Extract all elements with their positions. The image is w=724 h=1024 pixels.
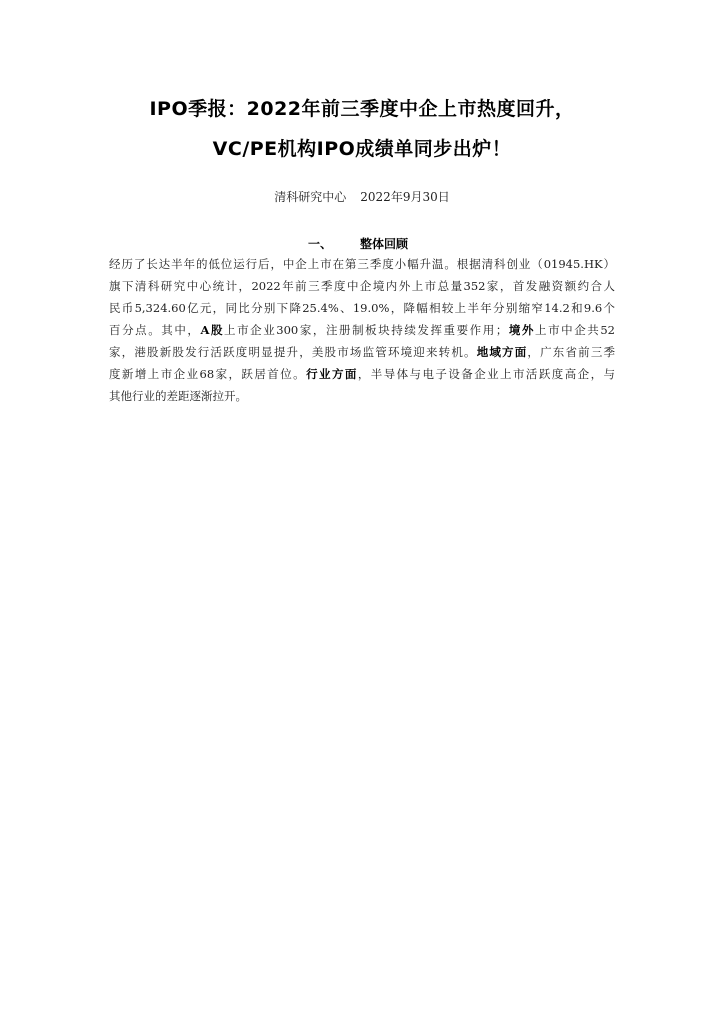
bold-text-run: 行业方面 (306, 367, 358, 381)
byline (60, 188, 664, 205)
paragraph-line (109, 341, 615, 363)
body-paragraph (109, 253, 615, 407)
text-run: ，半导体与电子设备企业上市活跃度高企，与 (357, 367, 615, 381)
bold-text-run: A股 (200, 323, 225, 337)
section-title: 整体回顾 (360, 237, 409, 251)
text-run: 家，港股新股发行活跃度明显提升，美股市场监管环境迎来转机。 (109, 345, 477, 359)
text-run: 其他行业的差距逐渐拉开。 (109, 389, 247, 403)
section-number: 一、 (308, 237, 333, 251)
section-heading (308, 235, 408, 252)
text-run: 民币5,324.60亿元，同比分别下降25.4%、19.0%，降幅相较上半年分别缩窄14.2和9.6个 (109, 301, 615, 315)
paragraph-line (109, 319, 615, 341)
text-run: 旗下清科研究中心统计，2022年前三季度中企境内外上市总量352家，首发融资额约合人 (109, 279, 615, 293)
text-run: 上市中企共52 (535, 323, 615, 337)
byline-organization: 清科研究中心 (274, 190, 347, 204)
text-run: 百分点。其中， (109, 323, 201, 337)
paragraph-line (109, 363, 615, 385)
text-run: 度新增上市企业68家，跃居首位。 (109, 367, 307, 381)
text-run: 上市企业300家，注册制板块持续发挥重要作用； (224, 323, 508, 337)
paragraph-line (109, 253, 615, 275)
bold-text-run: 地域方面 (476, 345, 528, 359)
document-title-line-1: IPO季报：2022年前三季度中企上市热度回升， (149, 98, 575, 120)
byline-date: 2022年9月30日 (360, 190, 450, 204)
document-title-line-2: VC/PE机构IPO成绩单同步出炉！ (212, 138, 512, 160)
paragraph-line (109, 297, 615, 319)
paragraph-line (109, 385, 615, 407)
text-run: ，广东省前三季 (527, 345, 615, 359)
bold-text-run: 境外 (507, 323, 536, 337)
text-run: 经历了长达半年的低位运行后，中企上市在第三季度小幅升温。根据清科创业（01945.HK） (109, 257, 615, 271)
paragraph-line (109, 275, 615, 297)
